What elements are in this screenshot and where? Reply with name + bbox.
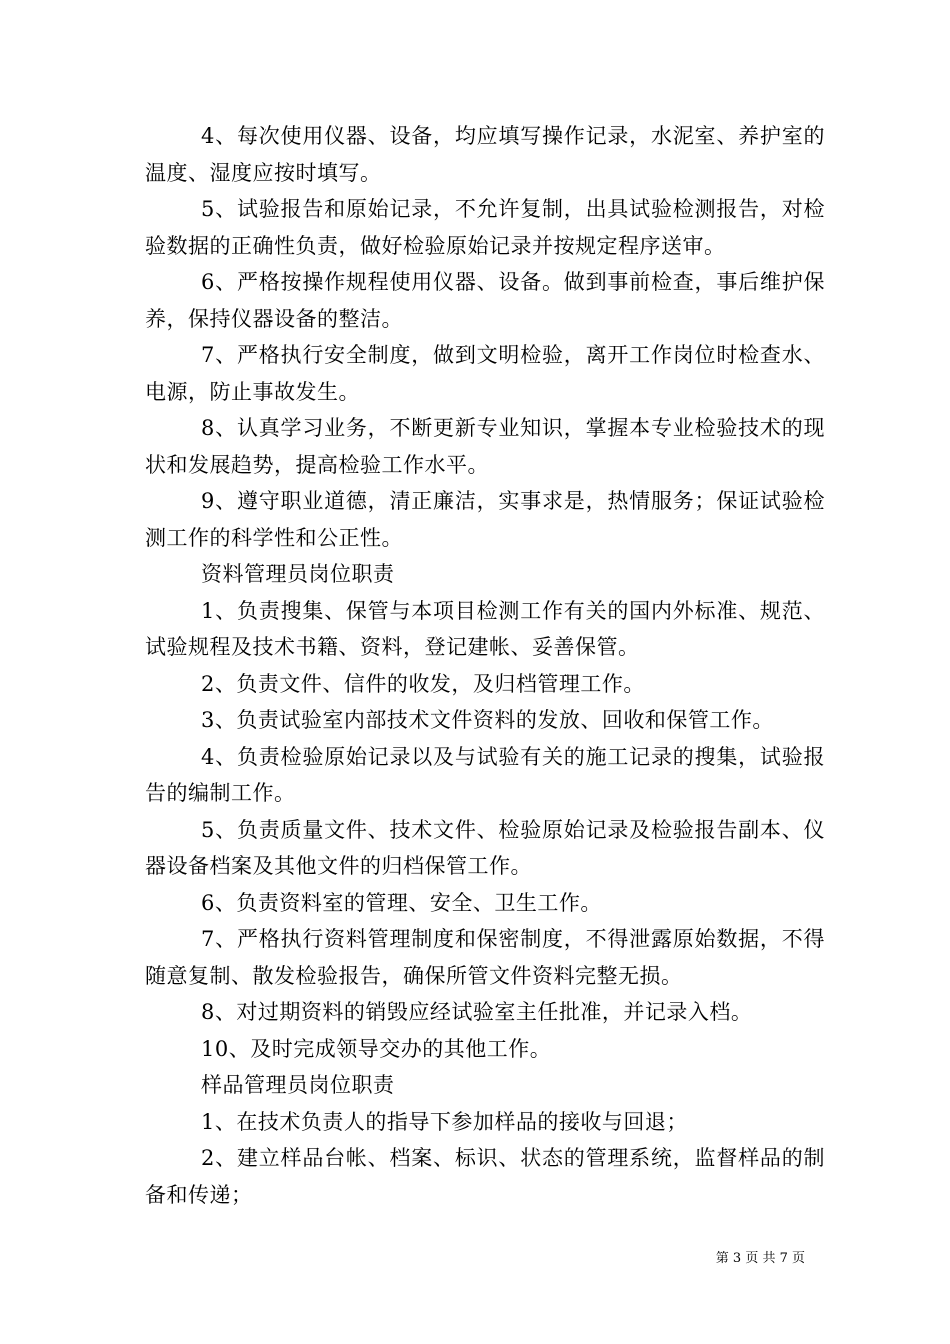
section-heading-records-clerk: 资料管理员岗位职责 bbox=[201, 562, 395, 586]
list-item: 5、负责质量文件、技术文件、检验原始记录及检验报告副本、仪器设备档案及其他文件的归档保管工作。 bbox=[145, 817, 825, 878]
list-item: 2、建立样品台帐、档案、标识、状态的管理系统，监督样品的制备和传递； bbox=[145, 1146, 825, 1207]
paragraph: 5、试验报告和原始记录，不允许复制，出具试验检测报告，对检验数据的正确性负责，做好检验原始记录并按规定程序送审。 bbox=[145, 197, 825, 258]
paragraph: 8、认真学习业务，不断更新专业知识，掌握本专业检验技术的现状和发展趋势，提高检验工作水平。 bbox=[145, 416, 825, 477]
list-item: 2、负责文件、信件的收发，及归档管理工作。 bbox=[201, 671, 645, 696]
list-item: 3、负责试验室内部技术文件资料的发放、回收和保管工作。 bbox=[201, 708, 774, 732]
section-heading-sample-clerk: 样品管理员岗位职责 bbox=[201, 1073, 395, 1097]
list-item: 6、负责资料室的管理、安全、卫生工作。 bbox=[201, 890, 602, 915]
paragraph: 9、遵守职业道德，清正廉洁，实事求是，热情服务；保证试验检测工作的科学性和公正性。 bbox=[145, 489, 825, 550]
list-item: 8、对过期资料的销毁应经试验室主任批准，并记录入档。 bbox=[201, 1000, 753, 1024]
paragraph: 6、严格按操作规程使用仪器、设备。做到事前检查，事后维护保养，保持仪器设备的整洁。 bbox=[145, 270, 825, 331]
paragraph: 7、严格执行安全制度，做到文明检验，离开工作岗位时检查水、电源，防止事故发生。 bbox=[145, 343, 825, 404]
page-number: 第 3 页 共 7 页 bbox=[715, 1251, 805, 1266]
document-body bbox=[145, 118, 825, 1213]
paragraph: 4、每次使用仪器、设备，均应填写操作记录，水泥室、养护室的温度、湿度应按时填写。 bbox=[145, 124, 825, 185]
list-item: 10、及时完成领导交办的其他工作。 bbox=[201, 1036, 552, 1061]
list-item: 7、严格执行资料管理制度和保密制度，不得泄露原始数据，不得随意复制、散发检验报告，确保所管文件资料完整无损。 bbox=[145, 927, 825, 988]
list-item: 4、负责检验原始记录以及与试验有关的施工记录的搜集，试验报告的编制工作。 bbox=[145, 744, 825, 805]
list-item: 1、负责搜集、保管与本项目检测工作有关的国内外标准、规范、试验规程及技术书籍、资料，登记建帐、妥善保管。 bbox=[145, 598, 825, 659]
list-item: 1、在技术负责人的指导下参加样品的接收与回退； bbox=[201, 1109, 688, 1134]
